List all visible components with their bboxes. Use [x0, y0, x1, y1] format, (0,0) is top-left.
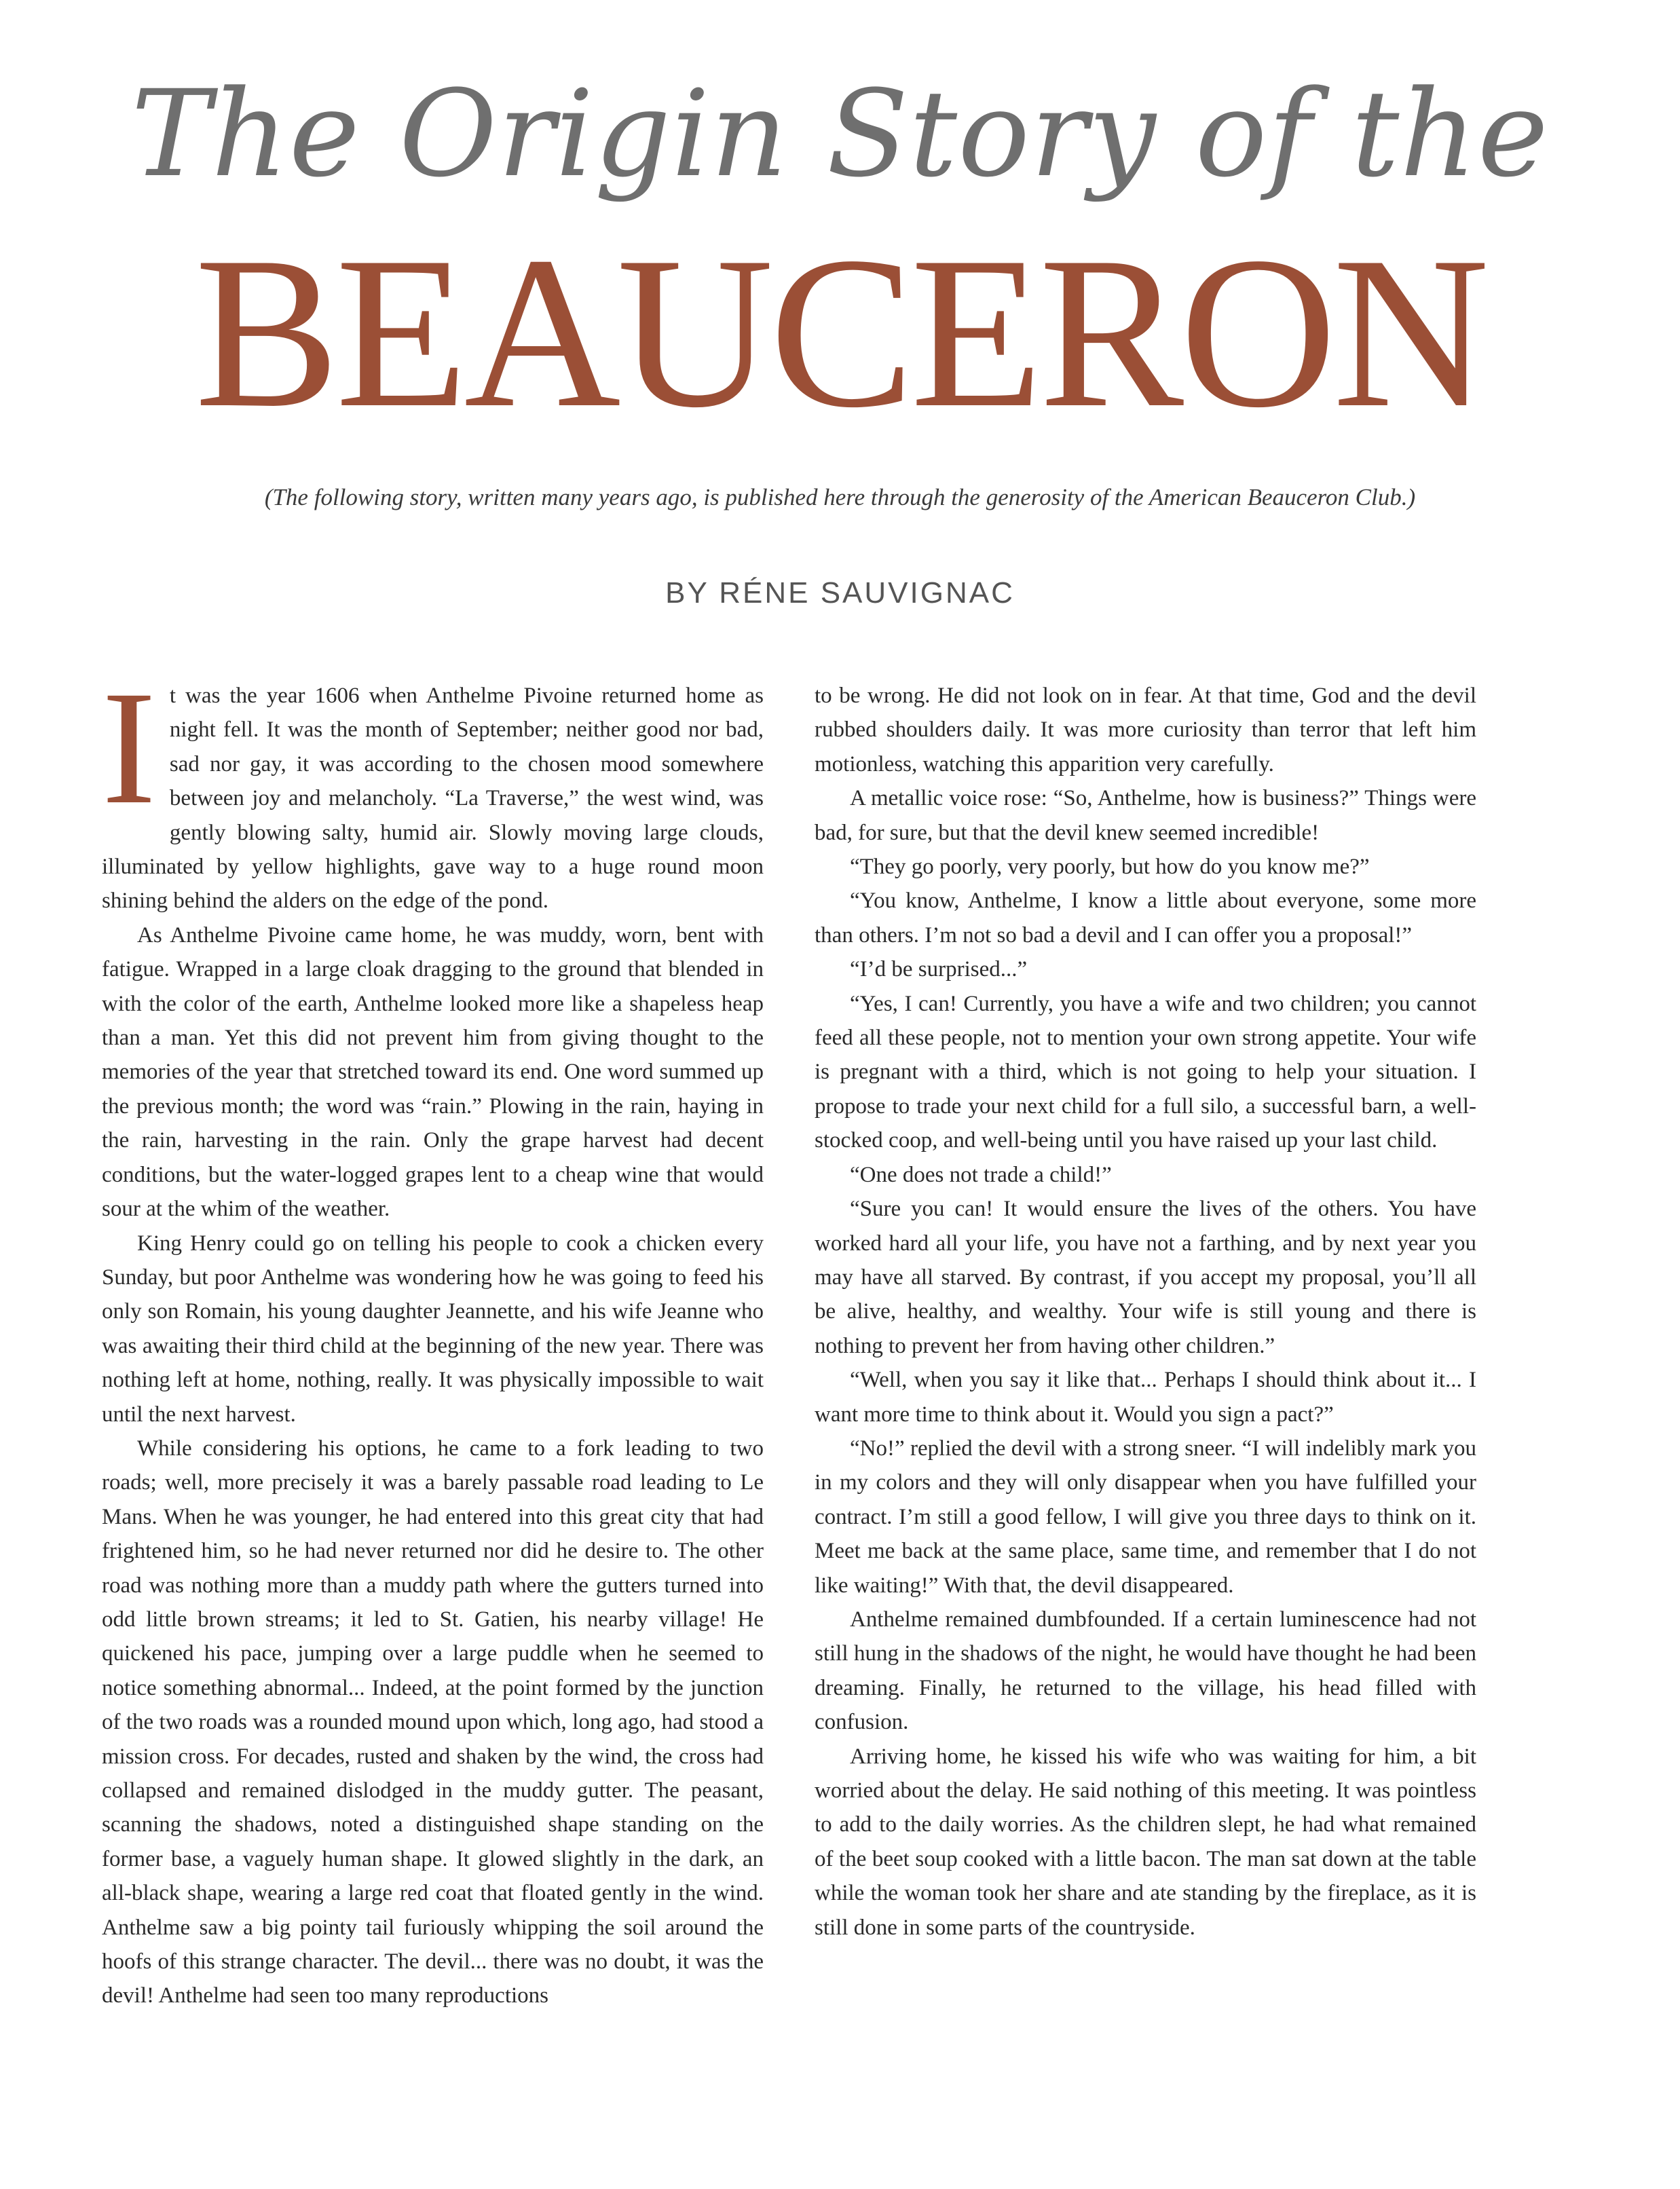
paragraph: “Well, when you say it like that... Perhaps I should think about it... I want more time to think about it. Would you sign a pact?” — [815, 1368, 1476, 1427]
byline: BY RÉNE SAUVIGNAC — [665, 576, 1015, 610]
title-line-1: The Origin Story of the — [131, 64, 1549, 204]
drop-cap: I — [102, 657, 156, 838]
paragraph: “Yes, I can! Currently, you have a wife and two children; you cannot feed all these people, not to mention your own strong appetite. Your wife is pregnant with a third, which is not going to help your situation. I propose to trade your next child for a full silo, a successful barn, a well-stocked coop, and well-being until you have raised up your last child. — [815, 991, 1476, 1153]
paragraph: “Sure you can! It would ensure the lives of the others. You have worked hard all your life, you have not a farthing, and by next year you may have all starved. By contrast, if you accept my proposal, you’ll all be alive, healthy, and wealthy. Your wife is still young and there is nothing to prevent her from having other children.” — [815, 1197, 1476, 1358]
paragraph: “No!” replied the devil with a strong sneer. “I will indelibly mark you in my colors and they will only disappear when you have fulfilled your contract. I’m still a good fellow, I will give you three days to think on it. Meet me back at the same place, same time, and remember that I do not like waiting!” With that, the devil disappeared. — [815, 1436, 1476, 1598]
paragraph: “One does not trade a child!” — [850, 1162, 1112, 1187]
paragraph: “I’d be surprised...” — [850, 957, 1028, 982]
paragraph: “They go poorly, very poorly, but how do you know me?” — [850, 855, 1370, 880]
paragraph: Arriving home, he kissed his wife who was waiting for him, a bit worried about the delay. He said nothing of this meeting. It was pointless to add to the daily worries. As the children slept, he had what remained of the beet soup cooked with a little bacon. The man sat down at the table while the woman took her share and ate standing by the fireplace, as it is still done in some parts of the countryside. — [815, 1744, 1476, 1940]
paragraph: While considering his options, he came to a fork leading to two roads; well, more precisely it was a barely passable road leading to Le Mans. When he was younger, he had entered into this great city that had frightened him, so he had never returned nor did he desire to. The other road was nothing more than a muddy path where the gutters turned into odd little brown streams; it led to St. Gatien, his nearby village! He quickened his pace, jumping over a large puddle when he seemed to notice something abnormal... Indeed, at the point formed by the junction of the two roads was a rounded mound upon which, long ago, had stood a mission cross. For decades, rusted and shaken by the wind, the cross had collapsed and remained dislodged in the muddy gutter. The peasant, scanning the shadows, noted a distinguished shape standing on the former base, a vaguely human shape. It glowed slightly in the dark, an all-black shape, wearing a large red coat that floated gently in the wind. Anthelme saw a big pointy tail furiously whipping the soil around the hoofs of this strange character. The devil... there was no doubt, it was the devil! Anthelme had seen too many reproductions — [102, 1436, 764, 2008]
paragraph: “You know, Anthelme, I know a little about everyone, some more than others. I’m not so bad a devil and I can offer you a proposal!” — [815, 888, 1476, 948]
paragraph: A metallic voice rose: “So, Anthelme, how is business?” Things were bad, for sure, but that the devil knew seemed incredible! — [815, 786, 1476, 845]
left-column — [102, 657, 764, 2013]
paragraph — [102, 657, 764, 918]
paragraph: As Anthelme Pivoine came home, he was muddy, worn, bent with fatigue. Wrapped in a large cloak dragging to the ground that blended in with the color of the earth, Anthelme looked more like a shapeless heap than a man. Yet this did not prevent him from giving thought to the memories of the year that stretched toward its end. One word summed up the previous month; the word was “rain.” Plowing in the rain, haying in the rain, harvesting in the rain. Only the grape harvest had decent conditions, but the water-logged grapes lent to a cheap wine that would sour at the whim of the weather. — [102, 922, 764, 1222]
right-column — [815, 679, 1476, 1945]
paragraph: to be wrong. He did not look on in fear. At that time, God and the devil rubbed shoulders daily. It was more curiosity than terror that left him motionless, watching this apparition very carefully. — [815, 684, 1476, 777]
title-line-2: BEAUCERON — [194, 212, 1486, 453]
paragraph-text: t was the year 1606 when Anthelme Pivoine returned home as night fell. It was the month of September; neither good nor bad, sad nor gay, it was according to the chosen mood somewhere between joy and melancholy. “La Traverse,” the west wind, was gently blowing salty, humid air. Slowly moving large clouds, illuminated by yellow highlights, gave way to a huge round moon shining behind the alders on the edge of the pond. — [102, 684, 764, 914]
paragraph: King Henry could go on telling his people to cook a chicken every Sunday, but poor Anthelme was wondering how he was going to feed his only son Romain, his young daughter Jeannette, and his wife Jeanne who was awaiting their third child at the beginning of the new year. There was nothing left at home, nothing, really. It was physically impossible to wait until the next harvest. — [102, 1231, 764, 1427]
intro-note: (The following story, written many years ago, is published here through the generosity of the American Beauceron Club.) — [264, 484, 1416, 510]
paragraph: Anthelme remained dumbfounded. If a certain luminescence had not still hung in the shadows of the night, he would have thought he had been dreaming. Finally, he returned to the village, his head filled with confusion. — [815, 1607, 1476, 1735]
